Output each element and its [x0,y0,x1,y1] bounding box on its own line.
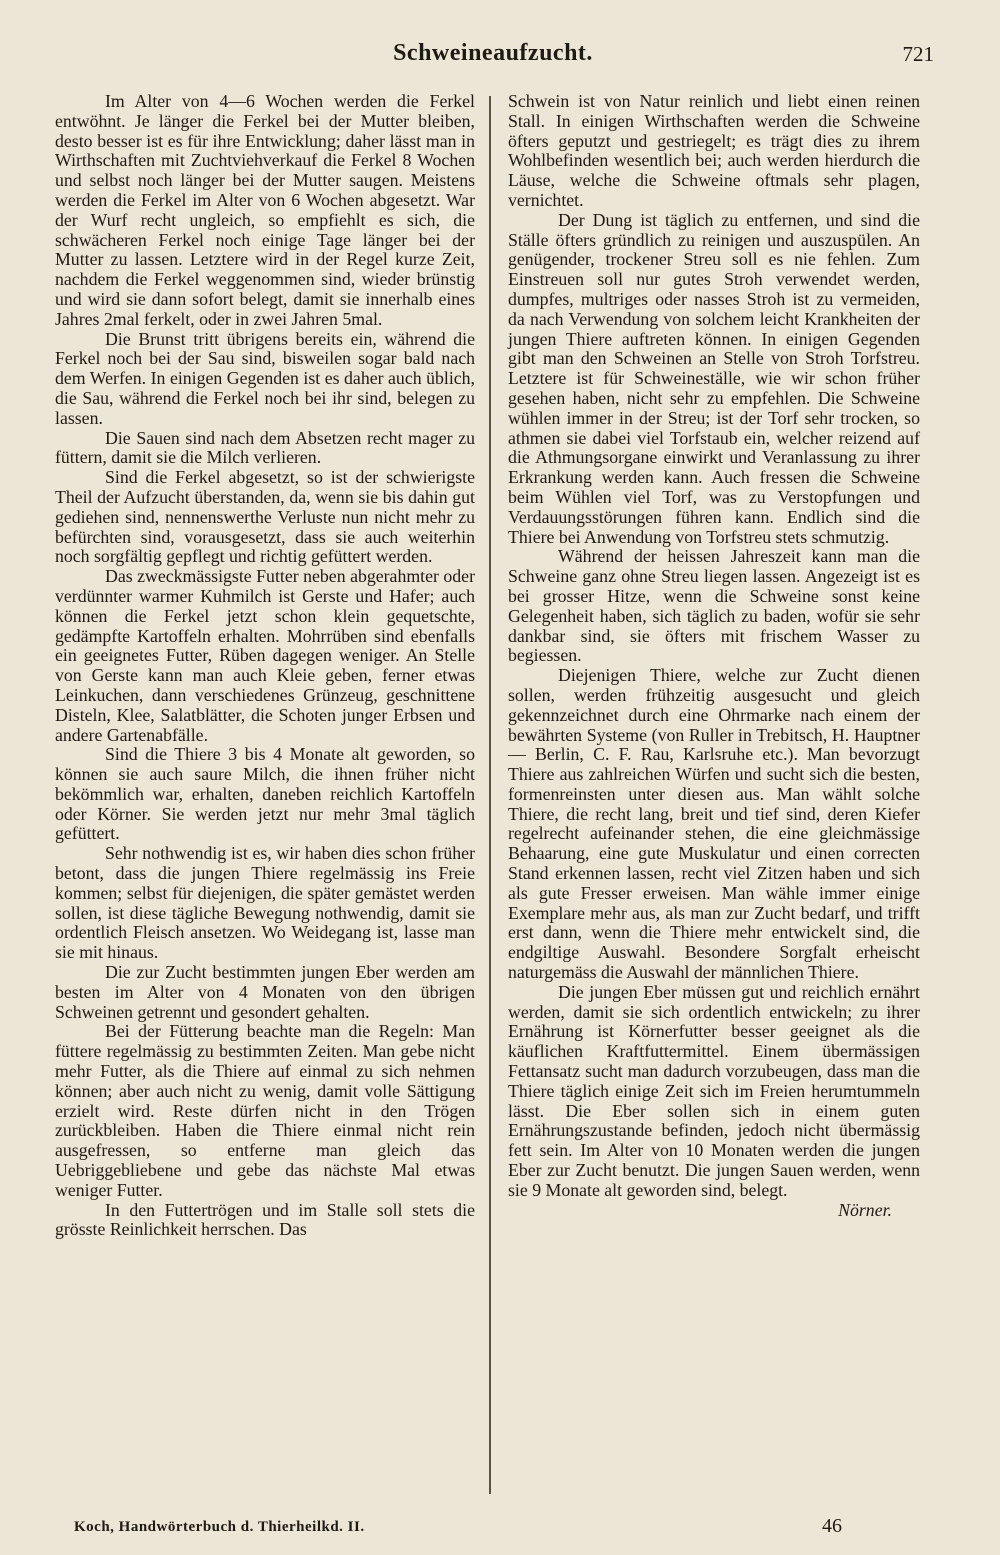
paragraph: Die zur Zucht bestimmten jungen Eber werden am besten im Alter von 4 Monaten von den übrigen Schweinen getrennt und gesondert gehalten. [55,962,475,1022]
paragraph: Die jungen Eber müssen gut und reichlich ernährt werden, damit sie sich ordentlich entwickeln; zu ihrer Ernährung ist Körnerfutter besser geeignet als die käuflichen Kraftfuttermittel. Einem übermässigen Fettansatz sucht man dadurch vorzubeugen, dass man die Thiere täglich einige Zeit sich im Freien herumtummeln lässt. Die Eber sollen sich in einem guten Ernährungszustande befinden, jedoch nicht übermässig fett sein. Im Alter von 10 Monaten werden die jungen Eber zur Zucht benutzt. Die jungen Sauen werden, wenn sie 9 Monate alt geworden sind, belegt. [508,981,920,1200]
paragraph: Im Alter von 4—6 Wochen werden die Ferkel entwöhnt. Je länger die Ferkel bei der Mutter bleiben, desto besser ist es für ihre Entwicklung; daher lässt man in Wirthschaften mit Zuchtviehverkauf die Ferkel 8 Wochen und selbst noch länger bei der Mutter saugen. Meistens werden die Ferkel im Alter von 6 Wochen abgesetzt. War der Wurf recht ungleich, so empfiehlt es sich, die schwächeren Ferkel noch einige Tage länger bei der Mutter zu lassen. Letztere wird in der Regel kurze Zeit, nachdem die Ferkel weggenommen sind, wieder brünstig und wird sie dann sofort belegt, damit sie innerhalb eines Jahres 2mal ferkelt, oder in zwei Jahren 5mal. [55,91,475,329]
sheet-number: 46 [822,1515,842,1537]
paragraph: Während der heissen Jahreszeit kann man die Schweine ganz ohne Streu liegen lassen. Angezeigt ist es bei grosser Hitze, wenn die Schweine sonst keine Gelegenheit haben, sich täglich zu baden, wofür sie sehr dankbar sind, sie öfters mit frischem Wasser zu begiessen. [508,546,920,666]
page-number: 721 [902,42,934,66]
running-title: Schweineaufzucht. [393,40,593,66]
paragraph: Sehr nothwendig ist es, wir haben dies schon früher betont, dass die jungen Thiere regelmässig ins Freie kommen; selbst für diejenigen, die später gemästet werden sollen, ist diese tägliche Bewegung nothwendig, damit sie ordentlich Fleisch ansetzen. Wo Weidegang ist, lasse man sie mit hinaus. [55,843,475,963]
column-divider [489,96,491,1494]
source-line: Koch, Handwörterbuch d. Thierheilkd. II. [74,1519,365,1535]
paragraph: Sind die Ferkel abgesetzt, so ist der schwierigste Theil der Aufzucht überstanden, da, wenn sie bis dahin gut gediehen sind, nennenswerthe Verluste nun nicht mehr zu befürchten sind, vorausgesetzt, dass sie auch weiterhin noch sorgfältig gepflegt und richtig gefüttert werden. [55,467,475,567]
left-column [55,92,475,1240]
paragraph: Die Sauen sind nach dem Absetzen recht mager zu füttern, damit sie die Milch verlieren. [55,427,475,468]
author-signature: Nörner. [838,1199,892,1220]
paragraph: Diejenigen Thiere, welche zur Zucht dienen sollen, werden frühzeitig ausgesucht und gleich gekennzeichnet durch eine Ohrmarke nach einem der bewährten Systeme (von Ruller in Trebitsch, H. Hauptner — Berlin, C. F. Rau, Karlsruhe etc.). Man bevorzugt Thiere aus zahlreichen Würfen und sucht sich die besten, formenreinsten unter diesen aus. Man wählt solche Thiere, die recht lang, breit und tief sind, deren Kiefer regelrecht aufeinander stehen, die eine gleichmässige Behaarung, eine gute Muskulatur und einen correcten Stand erkennen lassen, recht viel Zitzen haben und sich als gute Fresser erweisen. Man wähle immer einige Exemplare mehr aus, als man zur Zucht bedarf, und trifft erst dann, wenn die Thiere mehr entwickelt sind, die endgiltige Auswahl. Besondere Sorgfalt erheischt naturgemäss die Auswahl der männlichen Thiere. [508,665,920,983]
paragraph: Der Dung ist täglich zu entfernen, und sind die Ställe öfters gründlich zu reinigen und auszuspülen. An genügender, trockener Streu soll es nie fehlen. Zum Einstreuen soll nur gutes Stroh verwendet werden, dumpfes, multriges oder nasses Stroh ist zu vermeiden, da nach Verwendung von solchem leicht Krankheiten der jungen Thiere auftreten können. In einigen Gegenden gibt man den Schweinen an Stelle von Stroh Torfstreu. Letztere ist für Schweineställe, wie wir schon früher gesehen haben, nicht sehr zu empfehlen. Die Schweine wühlen immer in der Streu; ist der Torf sehr trocken, so athmen sie dabei viel Torfstaub ein, welcher reizend auf die Athmungsorgane einwirkt und Veranlassung zu ihrer Erkrankung werden kann. Auch fressen die Schweine beim Wühlen viel Torf, was zu Verstopfungen und Verdauungsstörungen führen kann. Endlich sind die Thiere bei Anwendung von Torfstreu stets schmutzig. [508,209,920,547]
page-footer [52,1515,922,1543]
paragraph: Sind die Thiere 3 bis 4 Monate alt geworden, so können sie auch saure Milch, die ihnen früher nicht bekömmlich war, erhalten, daneben reichlich Kartoffeln oder Körner. Sie werden jetzt nur mehr 3mal täglich gefüttert. [55,744,475,844]
paragraph-continuation: Schwein ist von Natur reinlich und liebt einen reinen Stall. In einigen Wirthschaften werden die Schweine öfters geputzt und gestriegelt; es trägt dies zu ihrem Wohlbefinden wesentlich bei; auch werden hierdurch die Läuse, welche die Schweine oftmals sehr plagen, vernichtet. [508,91,920,210]
paragraph: In den Futtertrögen und im Stalle soll stets die grösste Reinlichkeit herrschen. Das [55,1199,475,1240]
right-column [508,92,920,1220]
paragraph: Das zweckmässigste Futter neben abgerahmter oder verdünnter warmer Kuhmilch ist Gerste und Hafer; auch können die Ferkel jetzt schon klein gequetschte, gedämpfte Kartoffeln erhalten. Mohrrüben sind ebenfalls ein geeignetes Futter, Rüben dagegen weniger. An Stelle von Gerste kann man auch Kleie geben, ferner etwas Leinkuchen, dann verschiedenes Grünzeug, geschnittene Disteln, Klee, Salatblätter, die Schoten junger Erbsen und andere Gartenabfälle. [55,566,475,745]
paragraph: Die Brunst tritt übrigens bereits ein, während die Ferkel noch bei der Sau sind, bisweilen sogar bald nach dem Werfen. In einigen Gegenden ist es daher auch üblich, die Sau, während die Ferkel noch bei ihr sind, belegen zu lassen. [55,328,475,428]
paragraph: Bei der Fütterung beachte man die Regeln: Man füttere regelmässig zu bestimmten Zeiten. Man gebe nicht mehr Futter, als die Thiere auf einmal zu sich nehmen können; aber auch nicht zu wenig, damit volle Sättigung erzielt wird. Reste dürfen nicht in den Trögen zurückbleiben. Haben die Thiere einmal nicht rein ausgefressen, so entferne man gleich das Uebriggebliebene und gebe das nächste Mal etwas weniger Futter. [55,1021,475,1200]
page-header [52,34,934,74]
